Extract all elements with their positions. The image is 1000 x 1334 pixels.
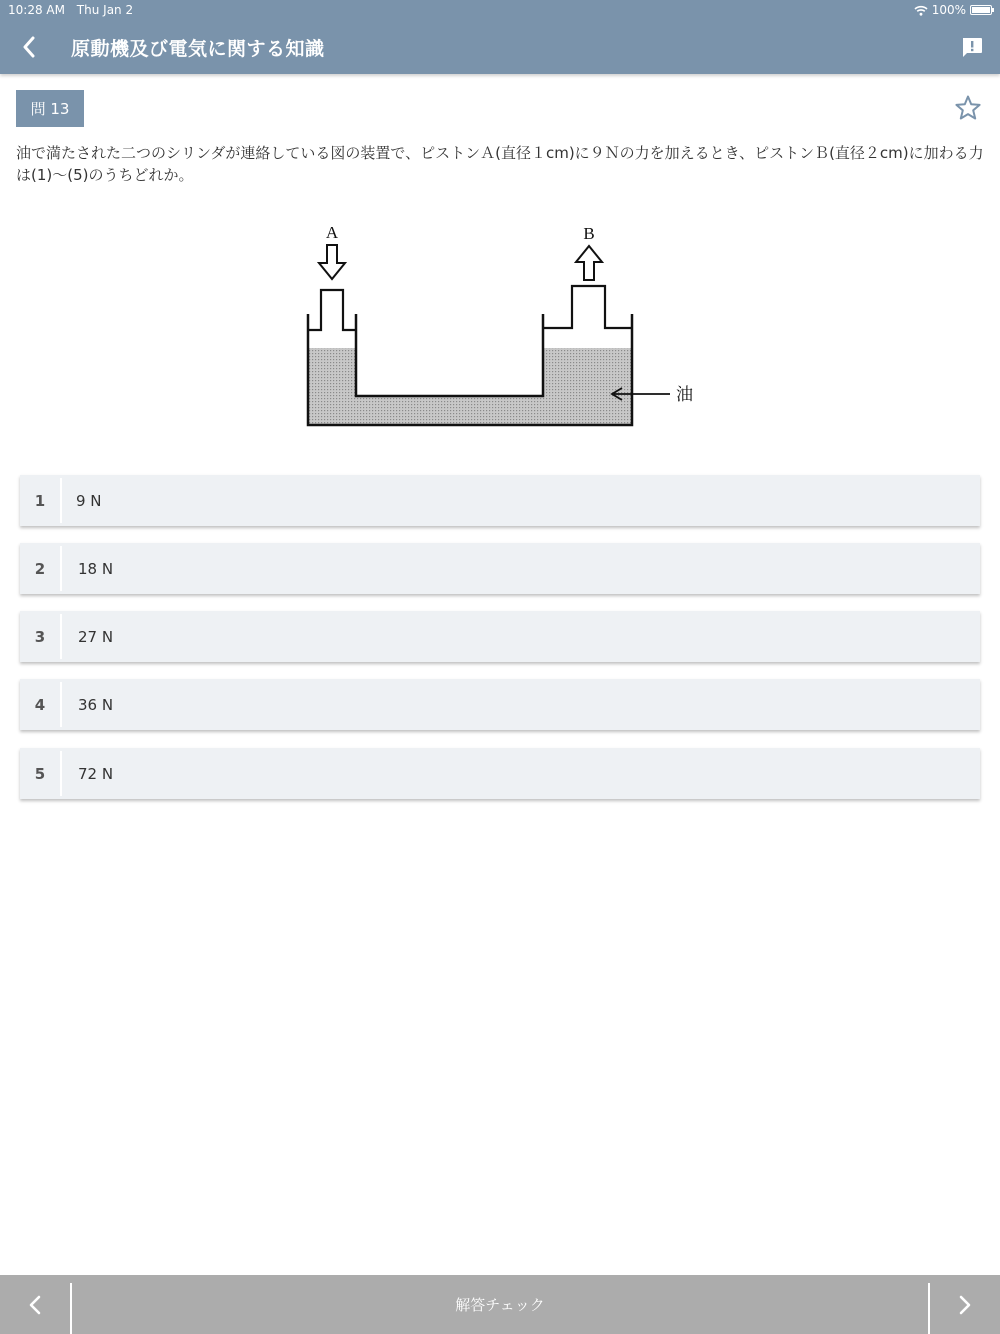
question-text: 油で満たされた二つのシリンダが連絡している図の装置で、ピストンＡ(直径１cm)に９Ｎの力を加えるとき、ピストンＢ(直径２cm)に加わる力は(1)～(5)のうちどれか。: [16, 144, 984, 184]
option-divider: [60, 682, 62, 727]
option-text: 72 N: [78, 764, 114, 783]
option-text: 18 N: [78, 559, 114, 578]
status-time-text: 10:28 AM: [8, 3, 65, 17]
report-button[interactable]: [960, 36, 984, 60]
answer-option-5[interactable]: [20, 748, 980, 799]
page-title: 原動機及び電気に関する知識: [71, 38, 325, 60]
label-b: B: [583, 224, 595, 243]
next-question-button[interactable]: [930, 1275, 1000, 1334]
option-number: 4: [34, 695, 46, 714]
option-text: 36 N: [78, 695, 114, 714]
chevron-left-icon: [21, 36, 37, 58]
header-bar: [0, 0, 1000, 74]
option-text: 27 N: [78, 627, 114, 646]
channel-outline: [356, 314, 543, 396]
piston-a: [308, 290, 356, 330]
label-oil: 油: [676, 385, 693, 405]
option-divider: [60, 478, 62, 523]
wifi-icon: [914, 5, 928, 16]
answer-option-1[interactable]: [20, 475, 980, 526]
battery-icon: [970, 5, 992, 15]
option-number: 5: [34, 764, 46, 783]
chevron-left-icon: [28, 1295, 42, 1315]
option-number: 1: [34, 491, 46, 510]
footer-bar: [0, 1275, 1000, 1334]
label-a: A: [325, 223, 339, 242]
chevron-right-icon: [958, 1295, 972, 1315]
option-divider: [60, 751, 62, 796]
report-icon: [960, 36, 984, 60]
piston-b: [543, 286, 632, 328]
option-divider: [60, 546, 62, 591]
bookmark-button[interactable]: [954, 94, 982, 122]
star-icon: [954, 94, 982, 122]
check-answer-button[interactable]: 解答チェック: [455, 1296, 545, 1314]
battery-percent: 100%: [931, 3, 966, 17]
status-right: [914, 3, 992, 17]
option-text: 9 N: [76, 491, 102, 510]
answer-option-3[interactable]: [20, 611, 980, 662]
arrow-down-icon: [319, 245, 345, 279]
status-date: Thu Jan 2: [76, 3, 134, 17]
option-number: 2: [34, 559, 46, 578]
question-number-badge: 問 13: [16, 90, 84, 127]
answer-option-2[interactable]: [20, 543, 980, 594]
answer-option-4[interactable]: [20, 679, 980, 730]
status-time: [8, 3, 133, 17]
option-divider: [60, 614, 62, 659]
back-button[interactable]: [14, 30, 44, 64]
hydraulic-diagram: [300, 218, 700, 432]
option-number: 3: [34, 627, 46, 646]
arrow-up-icon: [576, 246, 602, 280]
previous-question-button[interactable]: [0, 1275, 70, 1334]
